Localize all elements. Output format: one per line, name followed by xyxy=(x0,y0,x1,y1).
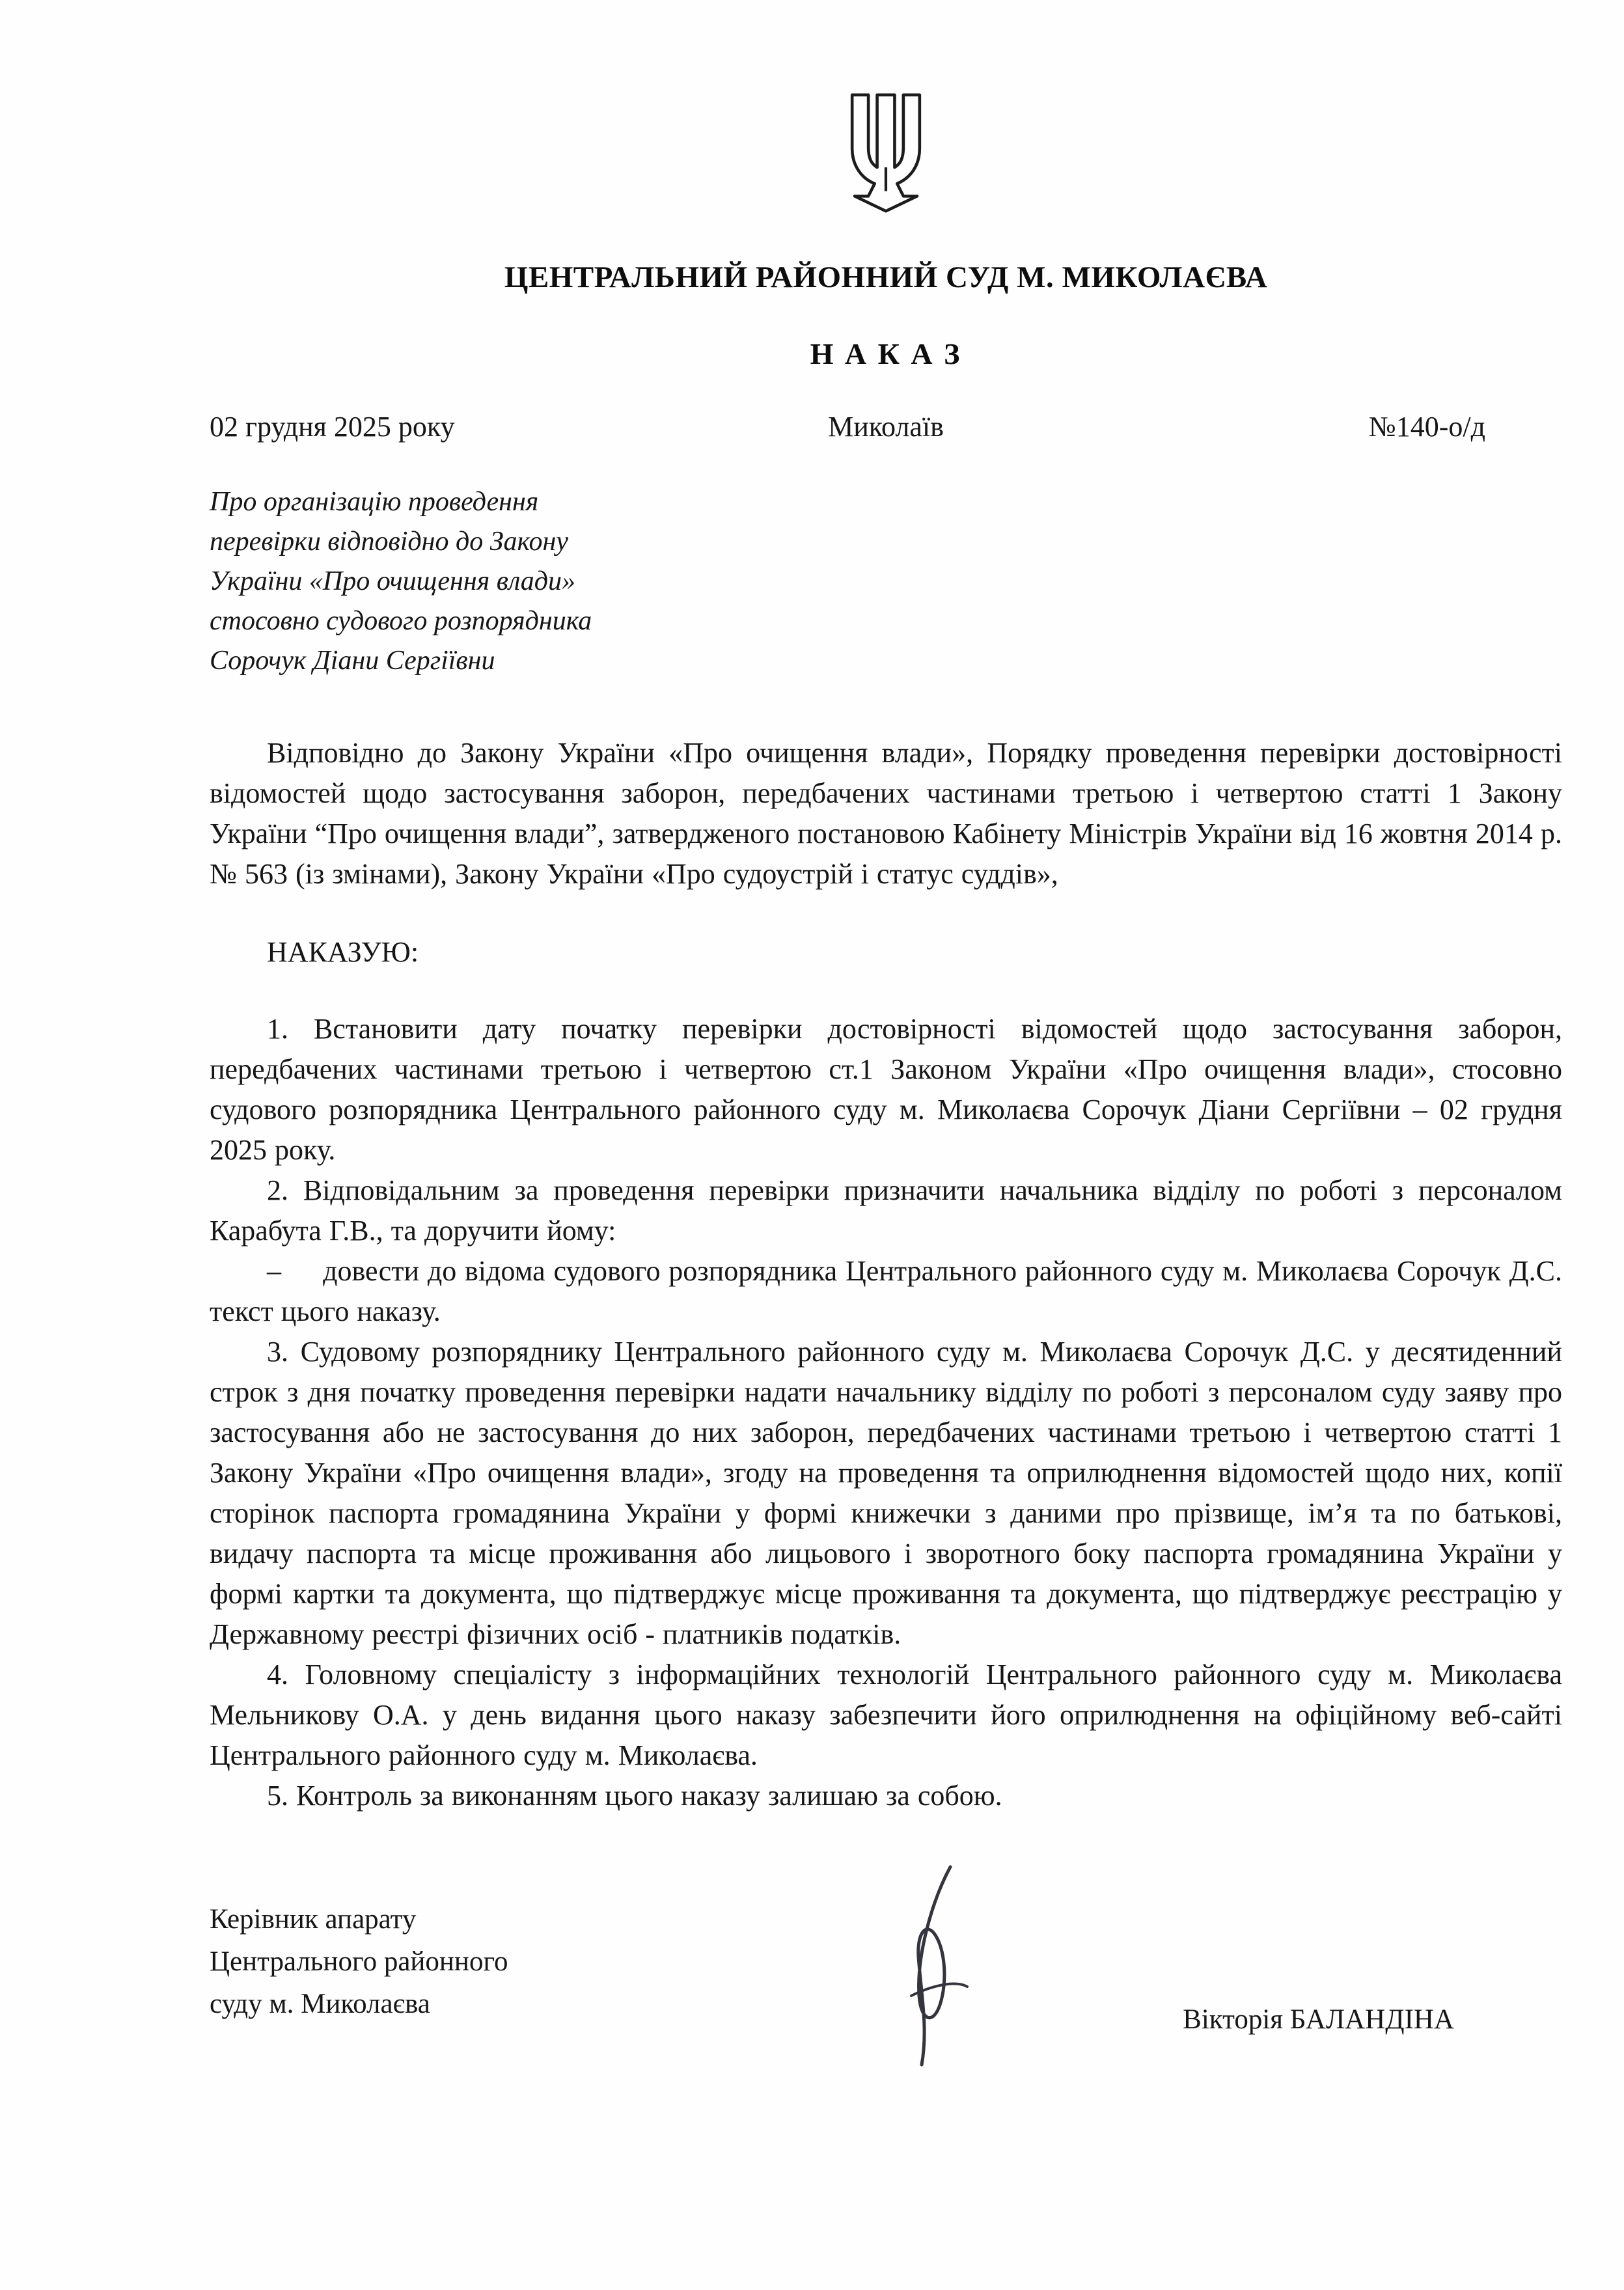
order-item-1: 1. Встановити дату початку перевірки достовірності відомостей щодо застосування заборон, передбачених частинами третьою і четвертою ст.1 Законом України «Про очищення влади», стосовно судового розпорядника Центрального районного суду м. Миколаєва Сорочук Діани Сергіївни – 02 грудня 2025 року. xyxy=(210,1013,1562,1166)
order-subject xyxy=(210,482,1562,681)
order-meta-row xyxy=(210,410,1562,443)
signatory-position-line: суду м. Миколаєва xyxy=(210,1989,430,2019)
order-number: №140-о/д xyxy=(1368,411,1485,443)
signatory-name: Вікторія БАЛАНДІНА xyxy=(1183,2004,1454,2035)
signatory-position-line: Центрального районного xyxy=(210,1946,508,1977)
order-keyword: НАКАЗУЮ: xyxy=(267,936,419,968)
subject-line: перевірки відповідно до Закону xyxy=(210,527,569,557)
document-type-title: Н А К А З xyxy=(810,337,962,370)
subject-line: стосовно судового розпорядника xyxy=(210,606,592,636)
order-item-2: 2. Відповідальним за проведення перевірки призначити начальника відділу по роботі з персоналом Карабута Г.В., та доручити йому: xyxy=(210,1174,1562,1247)
subject-line: України «Про очищення влади» xyxy=(210,566,576,596)
subject-line: Сорочук Діани Сергіївни xyxy=(210,646,495,676)
ukraine-trident-emblem xyxy=(838,91,933,216)
preamble-paragraph: Відповідно до Закону України «Про очищення влади», Порядку проведення перевірки достовірності відомостей щодо застосування заборон, передбачених частинами третьою і четвертою статті 1 Закону України “Про очищення влади”, затвердженого постановою Кабінету Міністрів України від 16 жовтня 2014 р. № 563 (із змінами), Закону України «Про судоустрій і статус суддів», xyxy=(210,737,1562,890)
order-city: Миколаїв xyxy=(828,411,944,443)
order-item-3: 3. Судовому розпоряднику Центрального районного суду м. Миколаєва Сорочук Д.С. у десятиденний строк з дня початку проведення перевірки надати начальнику відділу по роботі з персоналом суду заяву про застосування або не застосування до них заборон, передбачених частинами третьою і четвертою статті 1 Закону України «Про очищення влади», згоду на проведення та оприлюднення відомостей щодо них, копії сторінок паспорта громадянина України у формі книжечки з даними про прізвище, імʼя та по батькові, видачу паспорта та місце проживання або лицьового і зворотного боку паспорта громадянина України у формі картки та документа, що підтверджує місце проживання та документа, що підтверджує реєстрацію у Державному реєстрі фізичних осіб - платників податків. xyxy=(210,1336,1562,1650)
signatory-position xyxy=(210,1898,508,2025)
signature-block xyxy=(210,1876,1562,2097)
court-name: ЦЕНТРАЛЬНИЙ РАЙОННИЙ СУД М. МИКОЛАЄВА xyxy=(504,260,1268,294)
order-item-5: 5. Контроль за виконанням цього наказу залишаю за собою. xyxy=(267,1780,1002,1812)
handwritten-signature xyxy=(887,1858,984,2073)
emblem-wrap xyxy=(210,91,1562,219)
order-items xyxy=(210,1009,1562,1816)
order-item-4: 4. Головному спеціалісту з інформаційних технологій Центрального районного суду м. Миколаєва Мельникову О.А. у день видання цього наказу забезпечити його оприлюднення на офіційному веб-сайті Центрального районного суду м. Миколаєва. xyxy=(210,1659,1562,1771)
order-item-2-sub: – довести до відома судового розпорядника Центрального районного суду м. Миколаєва Сорочук Д.С. текст цього наказу. xyxy=(210,1255,1562,1327)
subject-line: Про організацію проведення xyxy=(210,487,539,517)
order-date: 02 грудня 2025 року xyxy=(210,411,455,443)
signatory-position-line: Керівник апарату xyxy=(210,1904,417,1935)
